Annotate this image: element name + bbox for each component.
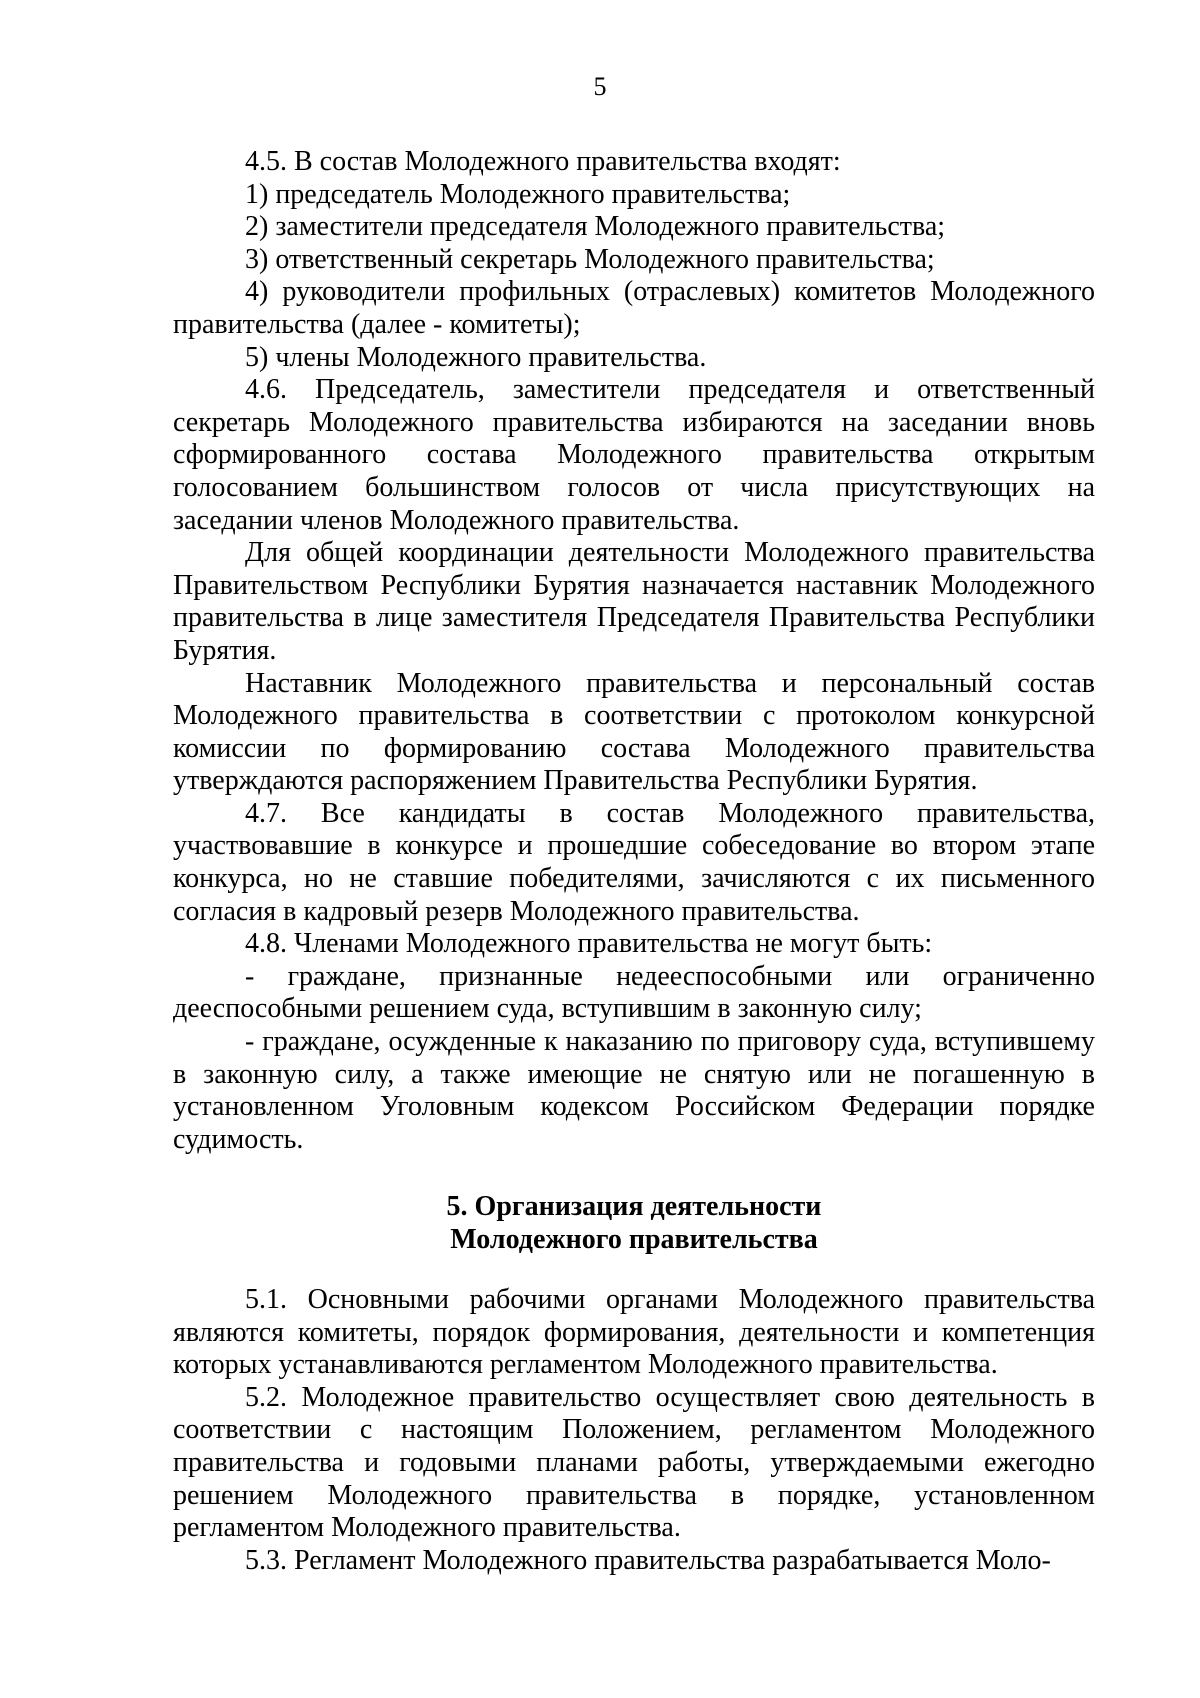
paragraph-5-1: 5.1. Основными рабочими органами Молодежного правительства являются комитеты, порядок формирования, деятельности и компетенция которых устанавливаются регламентом Молодежного правительства. [173, 1284, 1095, 1381]
list-item-secretary: 3) ответственный секретарь Молодежного правительства; [245, 243, 935, 275]
paragraph-4-8: 4.8. Членами Молодежного правительства не могут быть: [245, 928, 933, 960]
section-5-body [173, 1284, 1095, 1577]
paragraph-coordination: Для общей координации деятельности Молодежного правительства Правительством Республики Бурятия назначается наставник Молодежного правительства в лице заместителя Председателя Правительства Республики Бурятия. [173, 537, 1095, 666]
paragraph-4-7: 4.7. Все кандидаты в состав Молодежного правительства, участвовавшие в конкурсе и прошедшие собеседование во втором этапе конкурса, но не ставшие победителями, зачисляются с их письменного согласия в кадровый резерв Молодежного правительства. [173, 797, 1095, 927]
page-number: 5 [593, 72, 607, 101]
paragraph-mentor: Наставник Молодежного правительства и персональный состав Молодежного правительства в соответствии с протоколом конкурсной комиссии по формированию состава Молодежного правительства утверждаются распоряжением Правительства Республики Бурятия. [173, 667, 1095, 797]
section-5-heading-line-1: 5. Организация деятельности [446, 1191, 822, 1222]
list-item-members: 5) члены Молодежного правительства. [245, 341, 707, 373]
section-5-heading [173, 1190, 1095, 1256]
list-item-deputies: 2) заместители председателя Молодежного правительства; [245, 211, 946, 243]
paragraph-5-3: 5.3. Регламент Молодежного правительства разрабатывается Моло- [245, 1544, 1051, 1576]
list-item-convicted: - граждане, осужденные к наказанию по приговору суда, вступившему в законную силу, а также имеющие не снятую или не погашенную в установленном Уголовным кодексом Российском Федерации порядке судимость. [173, 1026, 1095, 1155]
paragraph-5-2: 5.2. Молодежное правительство осуществляет свою деятельность в соответствии с настоящим Положением, регламентом Молодежного правительства и годовыми планами работы, утверждаемыми ежегодно решением Молодежного правительства в порядке, установленном регламентом Молодежного правительства. [173, 1381, 1095, 1544]
list-item-committee-heads: 4) руководители профильных (отраслевых) комитетов Молодежного правительства (далее - комитеты); [173, 276, 1095, 340]
section-4-body [173, 146, 1095, 1156]
list-item-chairman: 1) председатель Молодежного правительства; [245, 178, 791, 210]
paragraph-4-5: 4.5. В состав Молодежного правительства входят: [245, 146, 841, 177]
paragraph-4-6: 4.6. Председатель, заместители председателя и ответственный секретарь Молодежного правительства избираются на заседании вновь сформированного состава Молодежного правительства открытым голосованием большинством голосов от числа присутствующих на заседании членов Молодежного правительства. [173, 374, 1095, 536]
list-item-incapable: - граждане, признанные недееспособными или ограниченно дееспособными решением суда, вступившим в законную силу; [173, 960, 1095, 1025]
section-5-heading-line-2: Молодежного правительства [450, 1224, 818, 1255]
